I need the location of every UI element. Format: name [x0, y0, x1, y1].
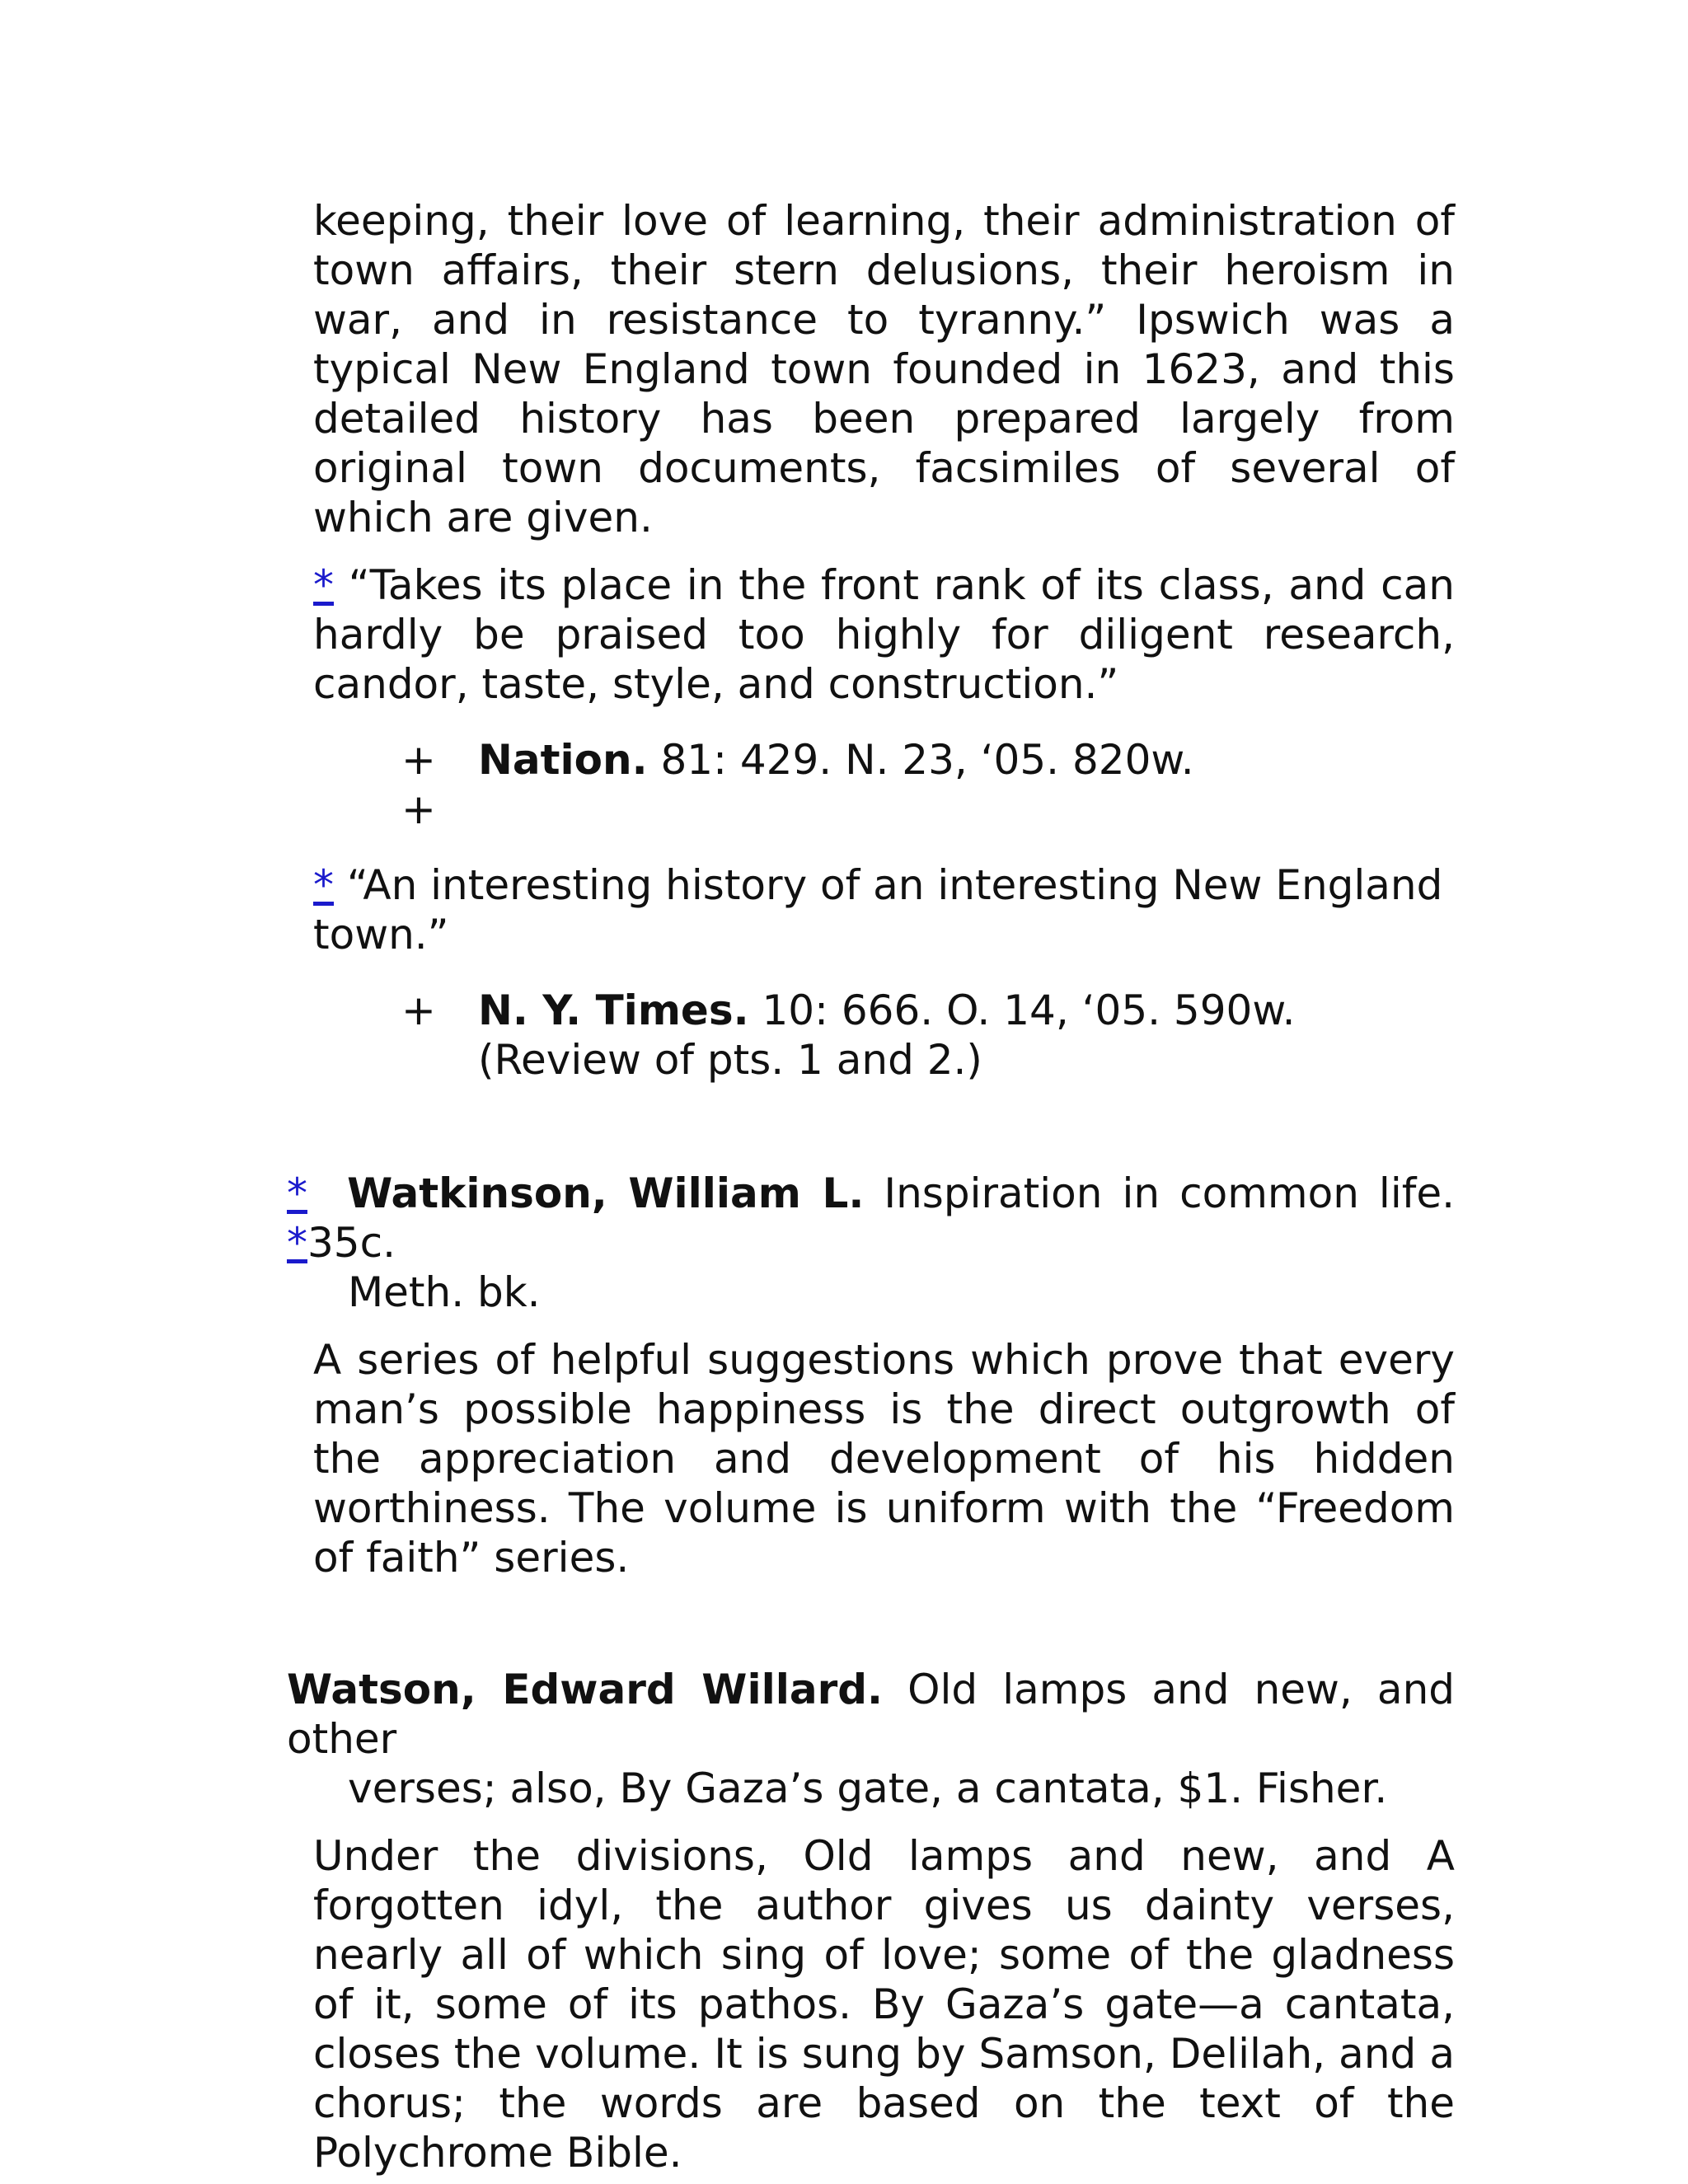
quote-paragraph [313, 860, 1455, 959]
plus-mark: + [401, 736, 436, 784]
quote-paragraph [313, 560, 1455, 709]
footnote-star-link[interactable]: * [287, 1169, 307, 1217]
review-citation-text: 81: 429. N. 23, ‘05. 820w. [660, 736, 1194, 784]
book-title: Old lamps and new, and other [287, 1666, 1455, 1763]
review-citation [401, 986, 1455, 1085]
plus-mark: + [401, 785, 436, 833]
history-description: keeping, their love of learning, their administration of town affairs, their stern delusions, their heroism in war, and in resistance to tyranny.” Ipswich was a typical New England town founded in 1623, and this detailed history has been prepared largely from original town documents, facsimiles of several of which are given. [313, 197, 1455, 541]
quote-text: “Takes its place in the front rank of its class, and can hardly be praised too highly for diligent research, candor, taste, style, and construction.” [313, 561, 1455, 708]
quote-text: “An interesting history of an interesting New England town.” [313, 861, 1443, 958]
review-source: N. Y. Times. [478, 987, 749, 1034]
review-source: Nation. [478, 736, 648, 784]
book-summary: Under the divisions, Old lamps and new, and A forgotten idyl, the author gives us dainty verses, nearly all of which sing of love; some of the gladness of it, some of its pathos. By Gaza’s gate—a cantata, closes the volume. It is sung by Samson, Delilah, and a chorus; the words are based on the text of the Polychrome Bible. [313, 1832, 1455, 2177]
review-citation [401, 735, 1455, 834]
book-summary: A series of helpful suggestions which prove that every man’s possible happiness is the direct outgrowth of the appreciation and development of his hidden worthiness. The volume is uniform with the “Freedom of faith” series. [313, 1336, 1455, 1582]
footnote-star-link[interactable]: * [287, 1219, 307, 1267]
author-name: Watkinson, William L. [347, 1169, 865, 1217]
book-entry-heading [287, 1169, 1455, 1317]
review-citation-text: 10: 666. O. 14, ‘05. 590w. [762, 987, 1296, 1034]
plus-mark: + [401, 987, 436, 1034]
document-page [287, 196, 1455, 2177]
book-title-continued: verses; also, By Gaza’s gate, a cantata, $1. Fisher. [348, 1765, 1388, 1812]
author-name: Watson, Edward Willard. [287, 1666, 884, 1713]
book-title: Inspiration in common life. [884, 1169, 1455, 1217]
publisher: Meth. bk. [348, 1268, 541, 1316]
footnote-star-link[interactable]: * [313, 861, 334, 909]
book-price: 35c. [307, 1219, 396, 1267]
book-entry-heading [287, 1665, 1455, 1813]
review-note: (Review of pts. 1 and 2.) [478, 1036, 982, 1084]
footnote-star-link[interactable]: * [313, 561, 334, 609]
